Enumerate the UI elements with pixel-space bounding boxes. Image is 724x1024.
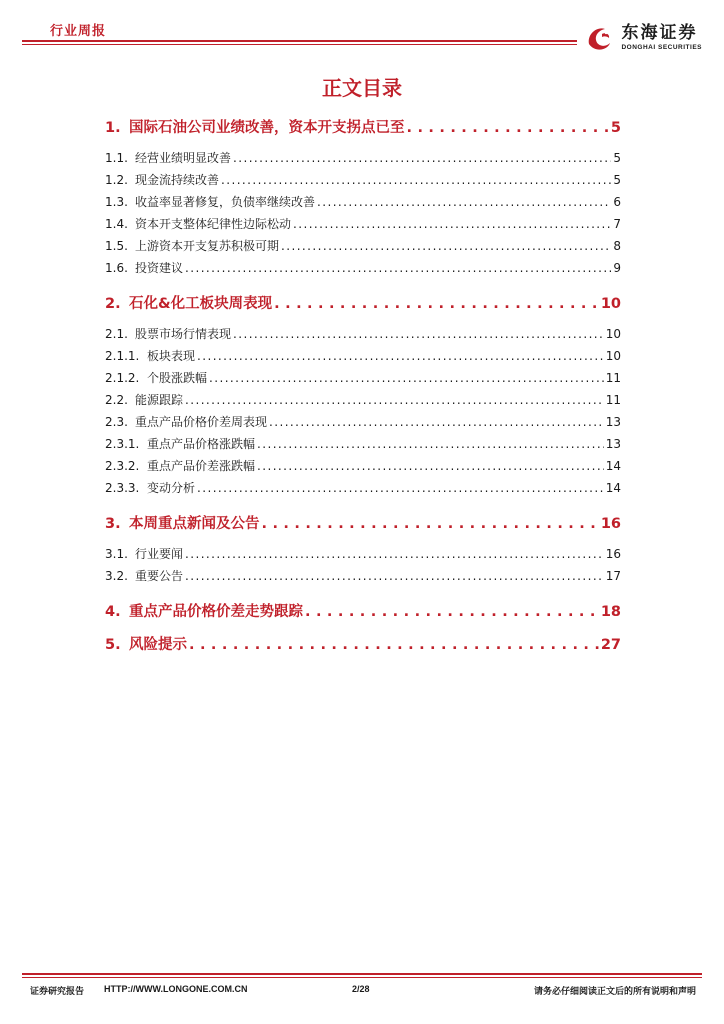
toc-entry-level2[interactable] — [105, 193, 621, 210]
toc-entry-label: 投资建议 — [135, 261, 184, 275]
toc-entry-label: 股票市场行情表现 — [135, 327, 232, 341]
toc-entry-number: 1.2. — [105, 173, 128, 187]
toc-entry-number: 2.3.3. — [105, 481, 140, 495]
toc-entry-number: 3.2. — [105, 569, 128, 583]
footer-divider — [22, 973, 702, 975]
toc-entry-page: 11 — [605, 371, 621, 385]
toc-entry-level3[interactable] — [105, 347, 621, 364]
toc-leader-dots — [185, 547, 604, 561]
toc-entry-label: 石化&化工板块周表现 — [129, 296, 273, 312]
dragon-logo-icon — [583, 22, 615, 54]
toc-entry-page: 10 — [600, 296, 621, 312]
toc-entry-label: 重点产品价格价差周表现 — [135, 415, 268, 429]
toc-leader-dots — [257, 459, 604, 473]
toc-entry-level3[interactable] — [105, 369, 621, 386]
toc-entry-level1[interactable] — [105, 292, 621, 313]
toc-leader-dots — [407, 120, 609, 136]
footer-page-number: 2/28 — [352, 984, 370, 994]
toc-entry-level2[interactable] — [105, 215, 621, 232]
toc-entry-number: 5. — [105, 637, 121, 653]
toc-entry-number: 3. — [105, 516, 121, 532]
toc-entry-number: 2.3.1. — [105, 437, 140, 451]
toc-entry-number: 3.1. — [105, 547, 128, 561]
toc-entry-page: 27 — [600, 637, 621, 653]
toc-entry-label: 重点产品价格涨跌幅 — [147, 437, 256, 451]
toc-entry-page: 13 — [605, 415, 621, 429]
toc-entry-page: 11 — [605, 393, 621, 407]
toc-entry-page: 5 — [610, 120, 621, 136]
toc-entry-page: 14 — [605, 459, 621, 473]
logo-english-name: DONGHAI SECURITIES — [621, 43, 702, 51]
toc-entry-level2[interactable] — [105, 259, 621, 276]
toc-entry-label: 现金流持续改善 — [135, 173, 220, 187]
toc-entry-label: 重要公告 — [135, 569, 184, 583]
toc-leader-dots — [269, 415, 604, 429]
toc-entry-label: 变动分析 — [147, 481, 196, 495]
toc-entry-number: 2.2. — [105, 393, 128, 407]
toc-entry-page: 14 — [605, 481, 621, 495]
toc-leader-dots — [281, 239, 611, 253]
company-logo — [577, 18, 702, 58]
toc-entry-page: 5 — [613, 151, 621, 165]
toc-entry-level2[interactable] — [105, 391, 621, 408]
toc-entry-page: 5 — [613, 173, 621, 187]
footer-report-label: 证券研究报告 — [30, 986, 85, 996]
toc-entry-level2[interactable] — [105, 171, 621, 188]
toc-entry-number: 1.6. — [105, 261, 128, 275]
toc-leader-dots — [197, 481, 604, 495]
toc-entry-label: 能源跟踪 — [135, 393, 184, 407]
toc-leader-dots — [189, 637, 599, 653]
toc-entry-level1[interactable] — [105, 512, 621, 533]
toc-leader-dots — [209, 371, 604, 385]
toc-entry-number: 2.1.1. — [105, 349, 140, 363]
toc-entry-label: 本周重点新闻及公告 — [129, 516, 260, 532]
toc-entry-label: 板块表现 — [147, 349, 196, 363]
toc-entry-level2[interactable] — [105, 325, 621, 342]
toc-entry-number: 1.5. — [105, 239, 128, 253]
toc-entry-number: 2.1.2. — [105, 371, 140, 385]
toc-entry-page: 8 — [613, 239, 621, 253]
toc-title: 正文目录 — [322, 76, 402, 100]
toc-entry-number: 1.4. — [105, 217, 128, 231]
toc-entry-level1[interactable] — [105, 633, 621, 654]
toc-leader-dots — [257, 437, 604, 451]
toc-leader-dots — [262, 516, 599, 532]
toc-entry-number: 1. — [105, 120, 121, 136]
toc-entry-label: 上游资本开支复苏积极可期 — [135, 239, 280, 253]
toc-entry-label: 重点产品价格价差走势跟踪 — [129, 604, 303, 620]
toc-entry-page: 17 — [605, 569, 621, 583]
toc-entry-label: 风险提示 — [129, 637, 187, 653]
toc-entry-page: 16 — [605, 547, 621, 561]
toc-entry-page: 16 — [600, 516, 621, 532]
toc-entry-label: 行业要闻 — [135, 547, 184, 561]
toc-entry-number: 2.3.2. — [105, 459, 140, 473]
toc-entry-number: 1.1. — [105, 151, 128, 165]
logo-chinese-name: 东海证券 — [621, 22, 698, 43]
toc-leader-dots — [197, 349, 604, 363]
toc-leader-dots — [305, 604, 599, 620]
footer-divider-thin — [22, 977, 702, 978]
toc-leader-dots — [233, 327, 604, 341]
toc-entry-page: 9 — [613, 261, 621, 275]
toc-leader-dots — [185, 261, 611, 275]
toc-entry-level3[interactable] — [105, 435, 621, 452]
toc-leader-dots — [185, 393, 604, 407]
toc-entry-number: 4. — [105, 604, 121, 620]
toc-entry-level2[interactable] — [105, 149, 621, 166]
toc-leader-dots — [185, 569, 604, 583]
toc-entry-number: 2.1. — [105, 327, 128, 341]
toc-entry-number: 2.3. — [105, 415, 128, 429]
toc-entry-label: 收益率显著修复，负债率继续改善 — [135, 195, 316, 209]
toc-entry-page: 18 — [600, 604, 621, 620]
toc-entry-number: 1.3. — [105, 195, 128, 209]
toc-entry-level3[interactable] — [105, 479, 621, 496]
toc-entry-page: 10 — [605, 349, 621, 363]
toc-leader-dots — [274, 296, 599, 312]
toc-entry-page: 10 — [605, 327, 621, 341]
toc-entry-label: 经营业绩明显改善 — [135, 151, 232, 165]
toc-entry-label: 资本开支整体纪律性边际松动 — [135, 217, 292, 231]
footer-disclaimer: 请务必仔细阅读正文后的所有说明和声明 — [533, 986, 696, 996]
toc-entry-level1[interactable] — [105, 600, 621, 621]
toc-leader-dots — [233, 151, 611, 165]
toc-entry-label: 个股涨跌幅 — [147, 371, 208, 385]
toc-entry-level2[interactable] — [105, 237, 621, 254]
toc-entry-number: 2. — [105, 296, 121, 312]
toc-entry-level2[interactable] — [105, 413, 621, 430]
toc-leader-dots — [221, 173, 611, 187]
toc-entry-level3[interactable] — [105, 457, 621, 474]
footer-website-link[interactable]: HTTP://WWW.LONGONE.COM.CN — [104, 984, 248, 994]
toc-entry-page: 6 — [613, 195, 621, 209]
toc-entry-page: 7 — [613, 217, 621, 231]
report-type-tag: 行业周报 — [50, 24, 107, 39]
toc-entry-level1[interactable] — [105, 116, 621, 137]
toc-entry-label: 重点产品价差涨跌幅 — [147, 459, 256, 473]
toc-entry-level2[interactable] — [105, 567, 621, 584]
toc-entry-page: 13 — [605, 437, 621, 451]
toc-entry-label: 国际石油公司业绩改善，资本开支拐点已至 — [129, 120, 405, 136]
toc-leader-dots — [293, 217, 611, 231]
toc-entry-level2[interactable] — [105, 545, 621, 562]
toc-leader-dots — [317, 195, 611, 209]
